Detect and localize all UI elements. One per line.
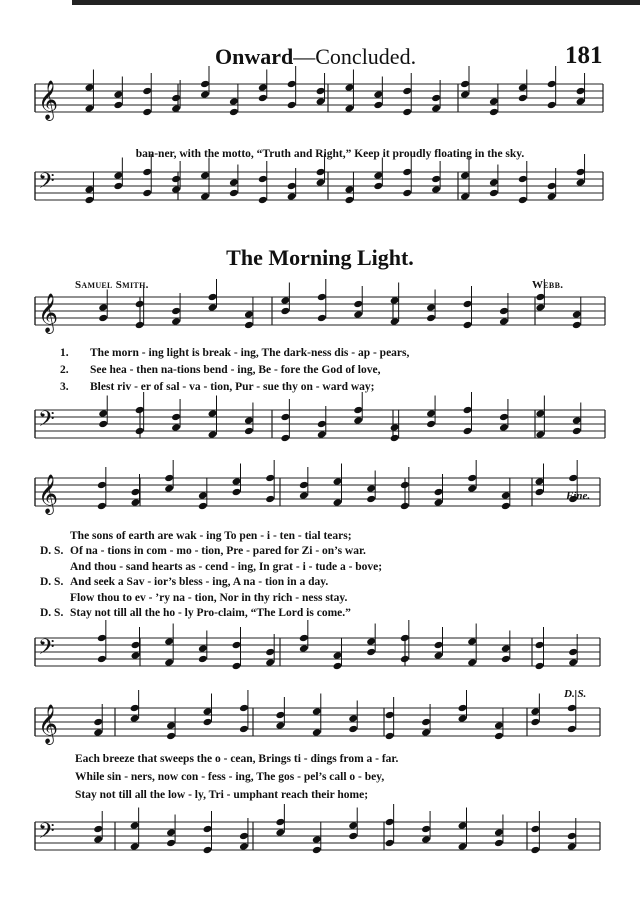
composer-credit: Webb. (532, 279, 564, 291)
note-head (572, 427, 582, 436)
note-head (97, 634, 107, 643)
lyric-line: Stay not till all the low - ly, Tri - umphant reach their home; (75, 789, 369, 801)
note-head (171, 175, 181, 184)
note-head (98, 420, 108, 429)
note-head (402, 168, 412, 177)
note-head (171, 413, 181, 422)
note-head (572, 321, 582, 330)
verse-line (60, 347, 600, 360)
lyric-text: Of na - tions in com - mo - tion, Pre - pared for Zi - on’s war. (70, 545, 366, 557)
note-head (489, 189, 499, 198)
bass-clef-icon: 𝄢 (38, 635, 55, 665)
lyric-text: Flow thou to ev - ’ry na - tion, Nor in thy rich - ness stay. (70, 592, 348, 604)
note-head (198, 502, 208, 511)
note-head (426, 420, 436, 429)
note-head (317, 314, 327, 323)
note-head (280, 434, 290, 443)
note-head (547, 101, 557, 110)
note-head (402, 108, 412, 117)
verse-text: The morn - ing light is break - ing, The dark-ness dis - ap - pears, (90, 347, 410, 359)
note-head (434, 641, 444, 650)
note-head (421, 718, 431, 727)
note-head (530, 846, 540, 855)
note-head (312, 846, 322, 855)
note-head (98, 314, 108, 323)
note-head (458, 704, 468, 713)
note-head (518, 94, 528, 103)
note-head (142, 87, 152, 96)
note-head (287, 101, 297, 110)
note-head (244, 321, 254, 330)
note-head (333, 662, 343, 671)
verse-number: 3. (60, 381, 69, 393)
note-head (229, 108, 239, 117)
note-head (348, 832, 358, 841)
lyric-line (40, 576, 580, 589)
note-head (421, 825, 431, 834)
note-head (467, 474, 477, 483)
note-head (353, 406, 363, 415)
note-head (463, 321, 473, 330)
note-head (400, 655, 410, 664)
note-head (547, 80, 557, 89)
author-credit: Samuel Smith. (75, 279, 149, 291)
note-head (258, 175, 268, 184)
note-head (280, 307, 290, 316)
note-head (576, 87, 586, 96)
note-head (567, 704, 577, 713)
lyric-text: And thou - sand hearts as - cend - ing, In grat - i - tude a - bove; (70, 561, 383, 573)
running-title-bold: Onward (215, 44, 294, 69)
note-head (385, 732, 395, 741)
note-head (317, 420, 327, 429)
lyric-line (40, 545, 580, 558)
note-head (535, 662, 545, 671)
note-head (239, 725, 249, 734)
note-head (208, 293, 218, 302)
bass-clef-icon: 𝄢 (38, 819, 55, 849)
treble-clef-icon: 𝄞 (38, 80, 59, 120)
note-head (287, 182, 297, 191)
note-head (203, 718, 213, 727)
note-head (113, 182, 123, 191)
note-head (280, 413, 290, 422)
note-head (316, 87, 326, 96)
note-head (97, 502, 107, 511)
verse-line (60, 364, 600, 377)
lyric-line: Each breeze that sweeps the o - cean, Brings ti - dings from a - far. (75, 753, 399, 765)
lyric-line (40, 607, 580, 620)
note-head (460, 80, 470, 89)
note-head (494, 732, 504, 741)
note-head (135, 406, 145, 415)
ds-mark: D. S. (564, 688, 587, 700)
note-head (93, 718, 103, 727)
ds-label: D. S. (40, 545, 64, 557)
note-head (164, 474, 174, 483)
note-head (113, 101, 123, 110)
note-head (131, 488, 141, 497)
lyric-line: While sin - ners, now con - fess - ing, The gos - pel’s call o - bey, (75, 771, 385, 783)
note-head (299, 634, 309, 643)
note-head (431, 94, 441, 103)
note-head (568, 648, 578, 657)
note-head (275, 818, 285, 827)
note-head (135, 427, 145, 436)
note-head (518, 175, 528, 184)
note-head (258, 196, 268, 205)
note-head (402, 87, 412, 96)
note-head (499, 413, 509, 422)
ds-label: D. S. (40, 576, 64, 588)
note-head (239, 832, 249, 841)
ds-label: D. S. (40, 607, 64, 619)
lyric-text: And seek a Sav - ior’s bless - ing, A na - tion in a day. (70, 576, 329, 588)
note-head (265, 474, 275, 483)
note-head (299, 481, 309, 490)
note-head (567, 725, 577, 734)
note-head (431, 175, 441, 184)
lyric-line (40, 530, 580, 543)
note-head (535, 488, 545, 497)
running-title-rest: —Concluded. (293, 44, 417, 69)
note-head (142, 189, 152, 198)
note-head (232, 662, 242, 671)
note-head (244, 427, 254, 436)
verse-number: 2. (60, 364, 69, 376)
lyric-line (40, 592, 580, 605)
note-head (135, 300, 145, 309)
note-head (501, 655, 511, 664)
verse-number: 1. (60, 347, 69, 359)
onward-lyric-line: ban-ner, with the motto, “Truth and Right,” Keep it proudly floating in the sky. (135, 148, 525, 160)
note-head (171, 307, 181, 316)
note-head (463, 427, 473, 436)
note-head (232, 641, 242, 650)
note-head (239, 704, 249, 713)
note-head (385, 711, 395, 720)
verse-text: See hea - then na-tions bend - ing, Be - fore the God of love, (90, 364, 381, 376)
hymn-title: The Morning Light. (226, 245, 414, 270)
page-number: 181 (565, 42, 603, 69)
note-head (265, 495, 275, 504)
note-head (275, 711, 285, 720)
note-head (385, 818, 395, 827)
bass-clef-icon: 𝄢 (38, 407, 55, 437)
note-head (390, 434, 400, 443)
note-head (142, 108, 152, 117)
note-head (373, 101, 383, 110)
note-head (317, 293, 327, 302)
note-head (166, 839, 176, 848)
note-head (518, 196, 528, 205)
note-head (567, 832, 577, 841)
note-head (499, 307, 509, 316)
note-head (198, 655, 208, 664)
note-head (142, 168, 152, 177)
note-head (530, 718, 540, 727)
note-head (229, 189, 239, 198)
note-head (400, 634, 410, 643)
note-head (535, 293, 545, 302)
bass-clef-icon: 𝄢 (38, 169, 55, 199)
lyric-text: The sons of earth are wak - ing To pen - i - ten - tial tears; (70, 530, 352, 542)
note-head (489, 108, 499, 117)
verse-text: Blest riv - er of sal - va - tion, Pur - sue thy on - ward way; (90, 381, 375, 393)
note-head (130, 704, 140, 713)
note-head (166, 732, 176, 741)
note-head (402, 189, 412, 198)
treble-clef-icon: 𝄞 (38, 704, 59, 744)
note-head (93, 825, 103, 834)
note-head (463, 406, 473, 415)
note-head (232, 488, 242, 497)
verse-line (60, 381, 600, 394)
note-head (258, 94, 268, 103)
note-head (366, 495, 376, 504)
note-head (400, 502, 410, 511)
lyric-text: Stay not till all the ho - ly Pro-claim, “The Lord is come.” (70, 607, 351, 619)
note-head (385, 839, 395, 848)
note-head (287, 80, 297, 89)
note-head (373, 182, 383, 191)
treble-clef-icon: 𝄞 (38, 474, 59, 514)
note-head (97, 481, 107, 490)
note-head (530, 825, 540, 834)
note-head (568, 474, 578, 483)
note-head (135, 321, 145, 330)
fine-mark: Fine. (566, 490, 591, 502)
note-head (203, 846, 213, 855)
note-head (353, 300, 363, 309)
note-head (131, 641, 141, 650)
note-head (426, 314, 436, 323)
note-head (344, 196, 354, 205)
note-head (316, 168, 326, 177)
note-head (366, 648, 376, 657)
note-head (200, 80, 210, 89)
note-head (203, 825, 213, 834)
note-head (576, 168, 586, 177)
note-head (547, 182, 557, 191)
note-head (400, 481, 410, 490)
note-head (535, 641, 545, 650)
note-head (348, 725, 358, 734)
note-head (501, 502, 511, 511)
note-head (97, 655, 107, 664)
lyric-line (40, 561, 580, 574)
note-head (463, 300, 473, 309)
note-head (434, 488, 444, 497)
note-head (265, 648, 275, 657)
note-head (84, 196, 94, 205)
note-head (494, 839, 504, 848)
note-head (171, 94, 181, 103)
treble-clef-icon: 𝄞 (38, 293, 59, 333)
